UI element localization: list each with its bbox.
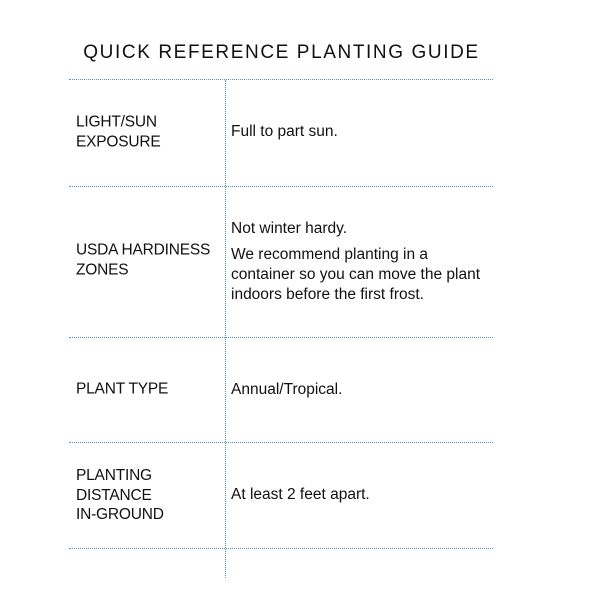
- row-value-usda-hardiness-zones: Not winter hardy. We recommend planting in a container so you can move the plant indoors before the first frost.: [231, 220, 481, 303]
- row-value-plant-type: Annual/Tropical.: [231, 381, 343, 398]
- row-divider: [69, 442, 493, 443]
- row-value-planting-distance: At least 2 feet apart.: [231, 486, 370, 503]
- column-divider: [225, 80, 226, 578]
- row-label-light-sun-exposure: LIGHT/SUN EXPOSURE: [76, 113, 161, 150]
- page-title: QUICK REFERENCE PLANTING GUIDE: [83, 42, 480, 63]
- row-value-light-sun-exposure: Full to part sun.: [231, 123, 338, 140]
- row-divider: [69, 186, 493, 187]
- row-label-plant-type: PLANT TYPE: [76, 380, 169, 398]
- row-divider: [69, 79, 493, 80]
- row-label-usda-hardiness-zones: USDA HARDINESS ZONES: [76, 241, 211, 278]
- row-divider: [69, 548, 493, 549]
- row-divider: [69, 337, 493, 338]
- row-label-planting-distance: PLANTING DISTANCE IN-GROUND: [76, 466, 164, 523]
